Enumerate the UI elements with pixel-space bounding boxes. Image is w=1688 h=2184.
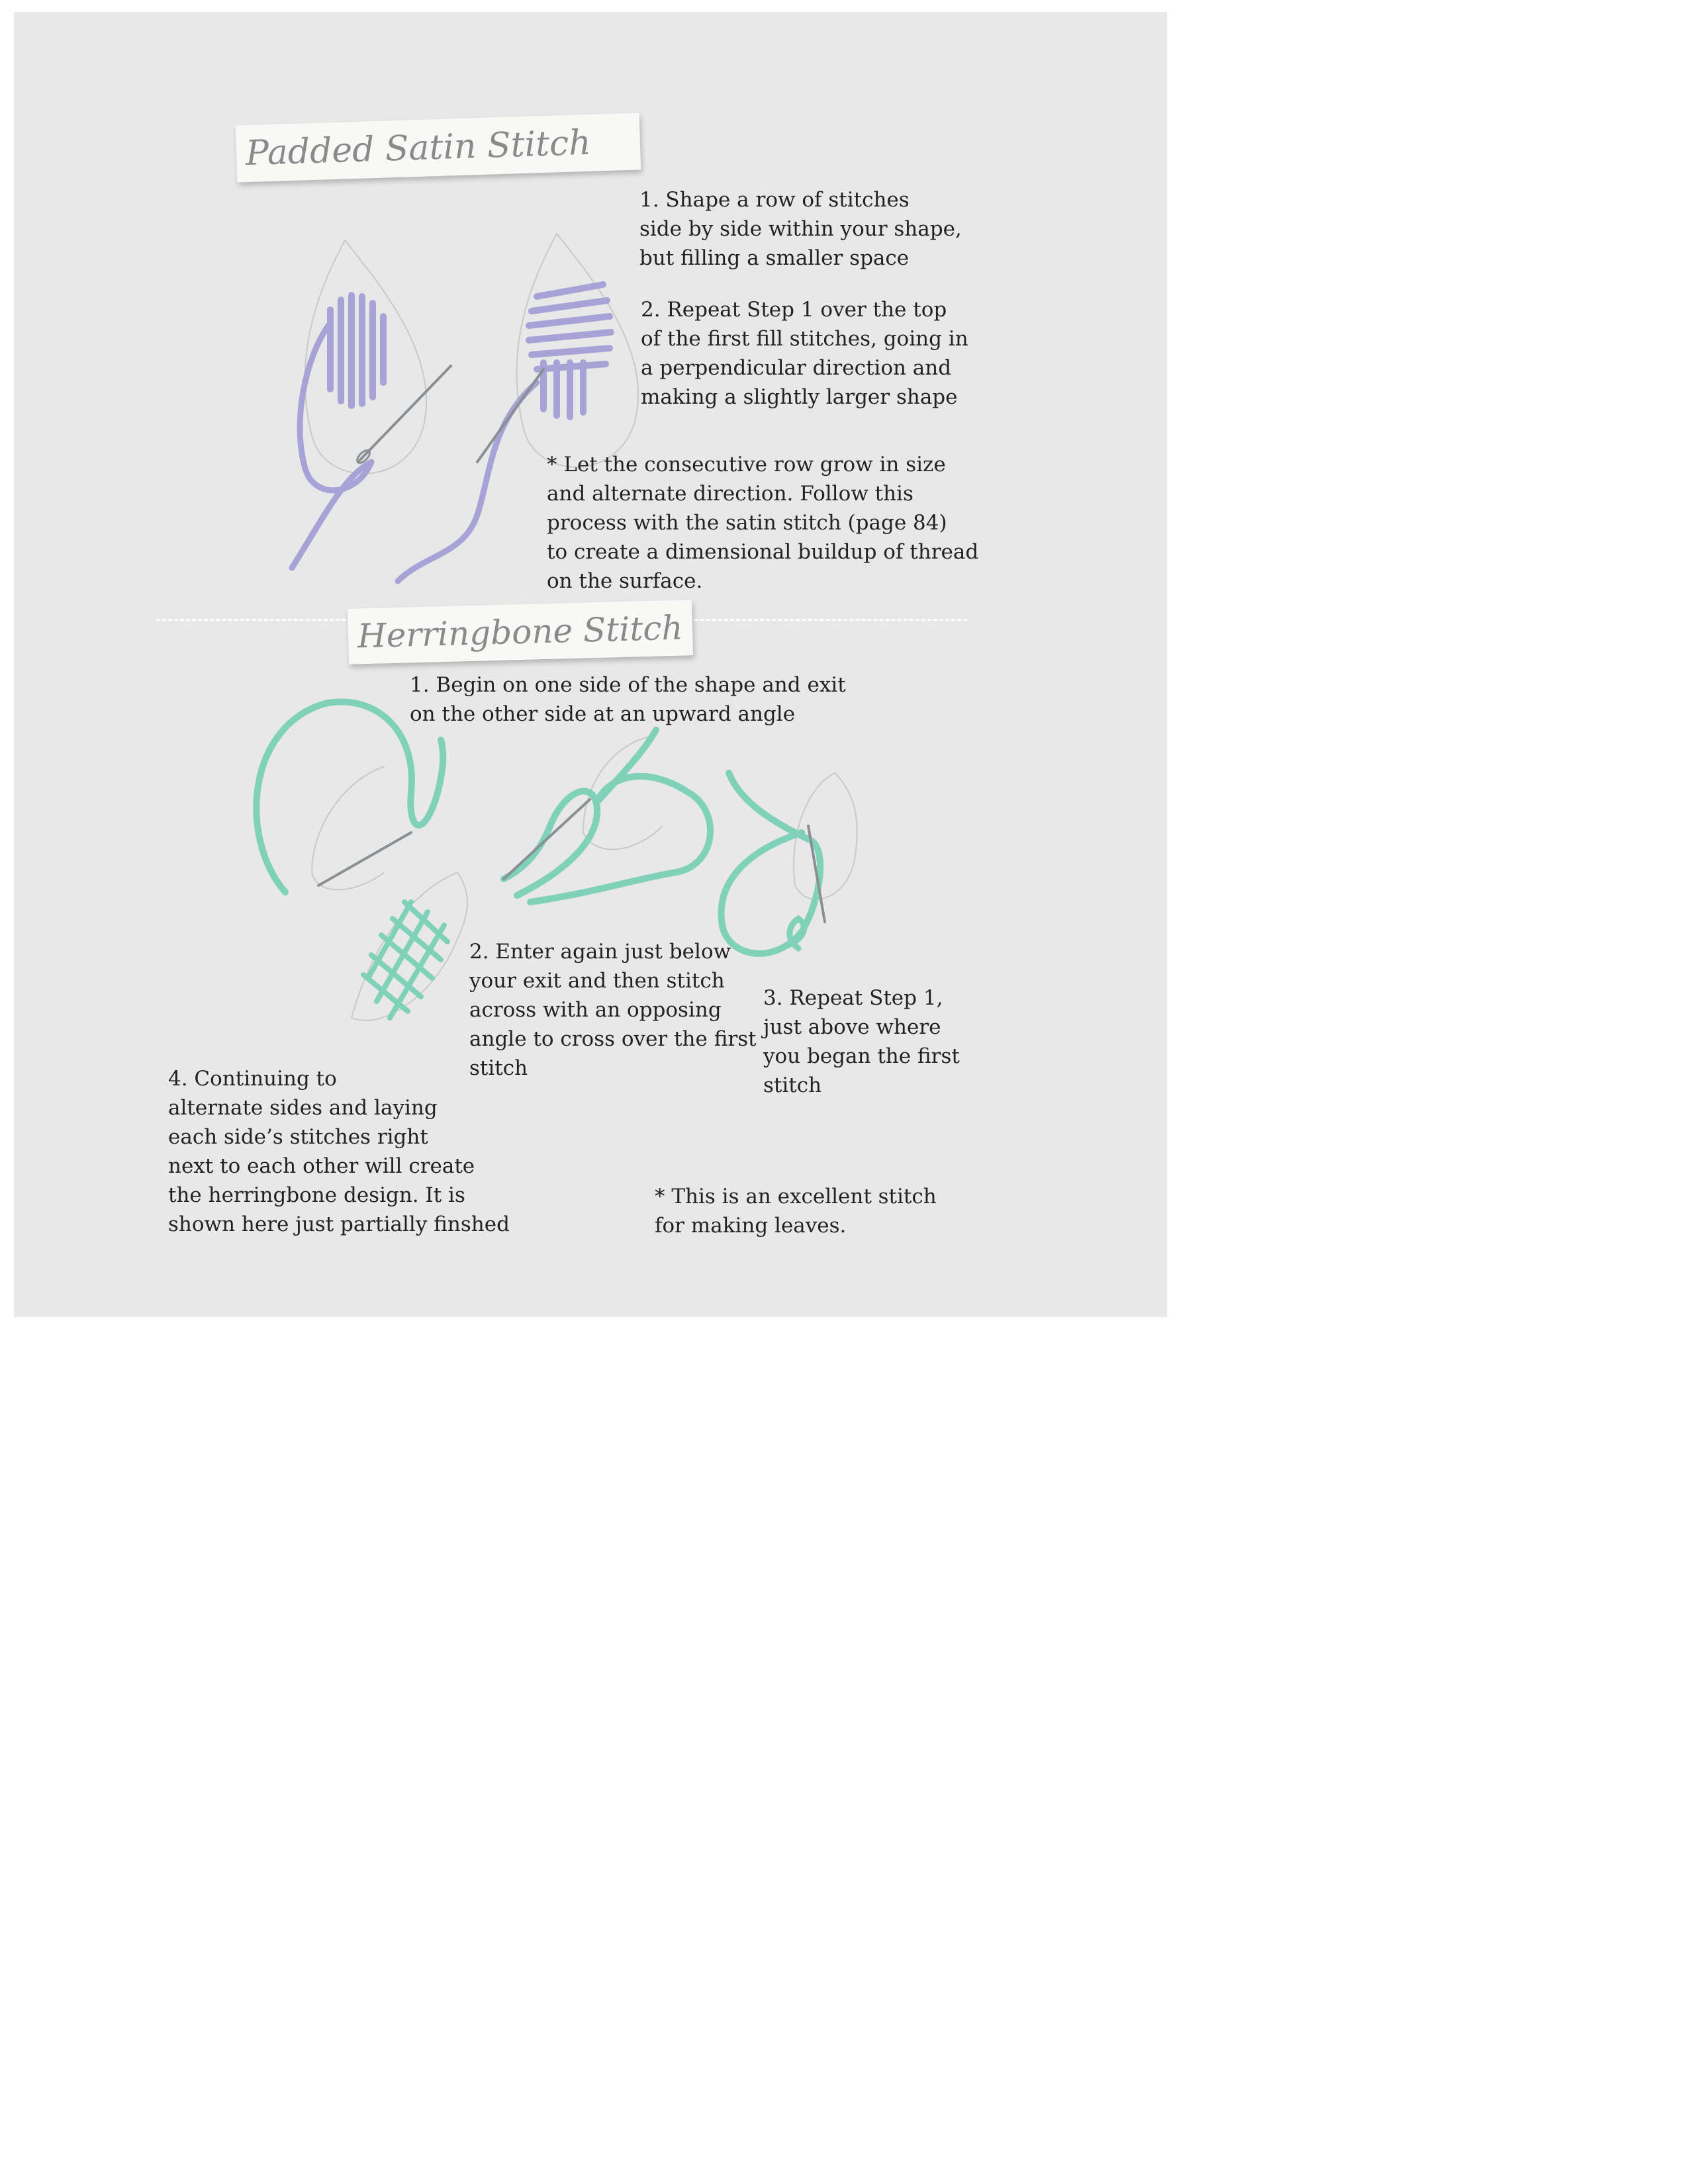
illustration-panel [14, 12, 1167, 1317]
herringbone-figure-2 [504, 730, 710, 902]
padded-satin-title: Padded Satin Stitch [236, 113, 641, 182]
herringbone-title: Herringbone Stitch [348, 600, 693, 664]
herringbone-figure-3 [722, 773, 857, 954]
herringbone-step-4: 4. Continuing to alternate sides and laying each side’s stitches right next to each other will create the herringbone design. It is shown here just partially finshed [168, 1067, 510, 1236]
padded-satin-figure-1 [292, 240, 451, 568]
padded-satin-step-2: 2. Repeat Step 1 over the top of the first fill stitches, going in a perpendicular direction and making a slightly larger shape [641, 298, 968, 409]
herringbone-leaf-figure [352, 872, 467, 1021]
herringbone-step-1: 1. Begin on one side of the shape and exit on the other side at an upward angle [410, 673, 846, 726]
herringbone-figure-1 [256, 702, 443, 892]
herringbone-step-2: 2. Enter again just below your exit and then stitch across with an opposing angle to cross over the first stitch [469, 940, 757, 1080]
herringbone-step-3: 3. Repeat Step 1, just above where you began the first stitch [763, 986, 960, 1097]
padded-satin-step-1: 1. Shape a row of stitches side by side within your shape, but filling a smaller space [639, 188, 962, 270]
herringbone-note: * This is an excellent stitch for making leaves. [655, 1185, 937, 1238]
padded-satin-note: * Let the consecutive row grow in size and alternate direction. Follow this process with the satin stitch (page 84) to create a dimensional buildup of thread on the surface. [547, 453, 979, 593]
